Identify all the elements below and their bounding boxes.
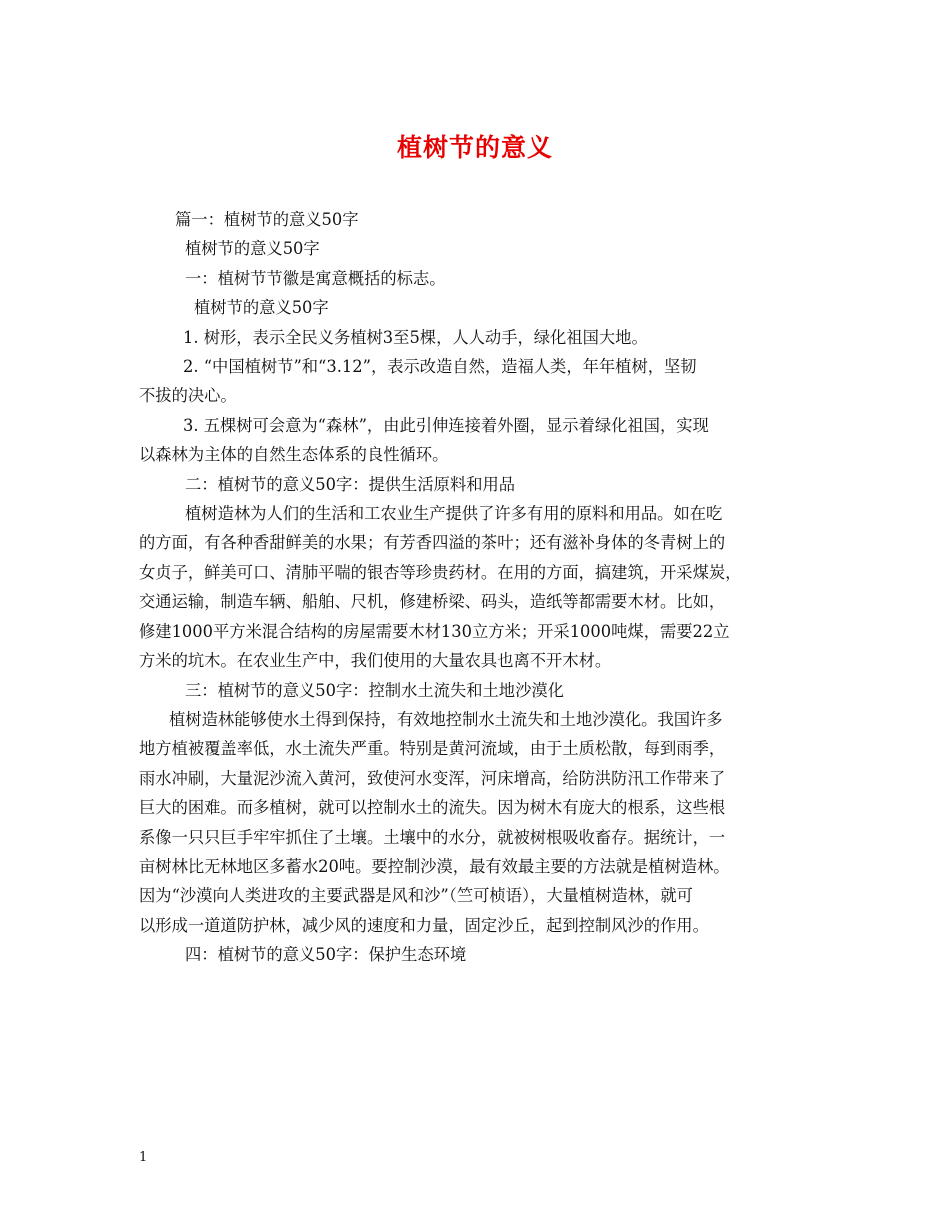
- document-title: 植树节的意义: [396, 133, 553, 162]
- section-heading-1: 篇一：植树节的意义50字: [175, 210, 359, 229]
- list-item-1: 1. 树形，表示全民义务植树3至5棵，人人动手，绿化祖国大地。: [183, 327, 648, 347]
- section-heading-3: 三：植树节的意义50字：控制水土流失和土地沙漠化: [185, 680, 564, 700]
- document-body: [139, 205, 823, 970]
- paragraph-line: 以形成一道道防护林，减少风的速度和力量，固定沙丘，起到控制风沙的作用。: [139, 915, 709, 935]
- paragraph-line: 因为“沙漠向人类进攻的主要武器是风和沙”（竺可桢语），大量植树造林，就可: [139, 886, 693, 906]
- list-item-2: 2. “中国植树节”和“3.12”，表示改造自然，造福人类，年年植树，坚韧: [183, 357, 697, 377]
- paragraph-line: 亩树林比无林地区多蓄水20吨。要控制沙漠，最有效最主要的方法就是植树造林。: [139, 856, 730, 876]
- paragraph-line: 地方植被覆盖率低，水土流失严重。特别是黄河流域，由于土质松散，每到雨季，: [139, 739, 726, 759]
- paragraph-line: 雨水冲刷，大量泥沙流入黄河，致使河水变浑，河床增高，给防洪防汛工作带来了: [139, 768, 726, 788]
- paragraph-line: 植树造林能够使水土得到保持，有效地控制水土流失和土地沙漠化。我国许多: [169, 709, 723, 729]
- list-item-3: 3. 五棵树可会意为“森林”，由此引伸连接着外圈，显示着绿化祖国，实现: [183, 415, 709, 435]
- paragraph-line: 修建1000平方米混合结构的房屋需要木材130立方米；开采1000吨煤，需要22立: [139, 621, 730, 641]
- paragraph-line: 巨大的困难。而多植树，就可以控制水土的流失。因为树木有庞大的根系，这些根: [139, 798, 726, 818]
- paragraph-line: 系像一只只巨手牢牢抓住了土壤。土壤中的水分，就被树根吸收畜存。据统计，一: [139, 827, 726, 847]
- paragraph-line: 女贞子，鲜美可口、清肺平喘的银杏等珍贵药材。在用的方面，搞建筑，开采煤炭，: [139, 562, 742, 582]
- paragraph-line: 植树节的意义50字: [185, 239, 320, 259]
- list-item-2-continued: 不拔的决心。: [139, 386, 237, 406]
- page-number: 1: [139, 1150, 148, 1165]
- paragraph-line: 一：植树节节徽是寓意概括的标志。: [185, 268, 446, 288]
- paragraph-line: 交通运输，制造车辆、船舶、尺机，修建桥梁、码头，造纸等都需要木材。比如，: [139, 592, 726, 612]
- section-heading-2: 二：植树节的意义50字：提供生活原料和用品: [185, 474, 516, 494]
- list-item-3-continued: 以森林为主体的自然生态体系的良性循环。: [139, 445, 449, 465]
- paragraph-line: 植树节的意义50字: [194, 298, 329, 318]
- paragraph-line: 方米的坑木。在农业生产中，我们使用的大量农具也离不开木材。: [139, 651, 612, 671]
- paragraph-line: 的方面，有各种香甜鲜美的水果；有芳香四溢的茶叶；还有滋补身体的冬青树上的: [139, 533, 726, 553]
- paragraph-line: 植树造林为人们的生活和工农业生产提供了许多有用的原料和用品。如在吃: [185, 504, 723, 524]
- section-heading-4: 四：植树节的意义50字：保护生态环境: [185, 945, 467, 965]
